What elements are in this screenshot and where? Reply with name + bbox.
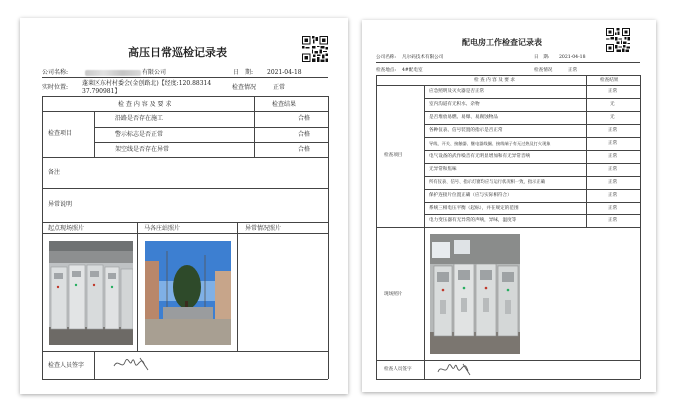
item-8-result: 正常 <box>608 180 618 185</box>
date-value: 2021-04-18 <box>559 55 586 60</box>
qr-code-icon <box>302 36 328 62</box>
location-line-1: 蓬莱区东村村委会(金创路北)【经度:120.88314 <box>82 80 212 87</box>
photo-label-station: 马各庄站照片 <box>144 225 181 232</box>
photo-label-abnormal: 异常情况照片 <box>245 225 282 232</box>
item-11-text: 电力变压器有无异常的声响，异味，温度等 <box>429 218 517 223</box>
patrol-record-sheet <box>20 18 348 394</box>
status-label: 检查情况 <box>232 84 257 91</box>
switchgear-photo <box>49 241 133 345</box>
item-9-text: 保护连接片位置正确（应与实际相符合） <box>429 193 512 198</box>
item-4-result: 正常 <box>608 128 618 133</box>
remark-label: 备注 <box>48 169 61 176</box>
item-3-result: 合格 <box>298 146 311 153</box>
item-2-result: 无 <box>610 102 615 107</box>
company-label: 公司名称: <box>42 69 69 76</box>
inspector-label: 检查人员签字 <box>48 362 85 369</box>
company-value: 凡尔码技术有限公司 <box>402 55 444 60</box>
result-header: 检查结果 <box>600 78 619 83</box>
abnormal-label: 异常说明 <box>48 201 73 208</box>
item-5-text: 导线、开关、接触器、继电器线圈、接线端子有无过热及打火现象 <box>429 141 551 146</box>
result-header: 检查结果 <box>272 101 297 108</box>
location-value: 4#配电室 <box>402 68 423 73</box>
sheet-title: 高压日常巡检记录表 <box>128 46 227 59</box>
item-label: 检查项目 <box>48 130 73 137</box>
item-10-result: 正常 <box>608 206 618 211</box>
item-2-text: 室内沟道有无积水、杂物 <box>429 102 480 107</box>
inspector-label: 检查人员签字 <box>384 367 412 372</box>
location-line-2: 37.790981】 <box>82 88 121 95</box>
date-value: 2021-04-18 <box>267 69 302 76</box>
item-1-result: 合格 <box>298 115 311 122</box>
item-1-result: 正常 <box>608 89 618 94</box>
status-label: 检查情况 <box>534 68 553 73</box>
item-3-result: 无 <box>610 115 615 120</box>
status-value: 正常 <box>568 68 578 73</box>
photo-label: 现场照片 <box>384 292 403 297</box>
item-2-text: 警示标志是否正常 <box>115 131 164 138</box>
item-3-text: 架空线是否存在异常 <box>115 146 170 153</box>
sheet-title: 配电房工作检查记录表 <box>462 38 542 47</box>
item-11-result: 正常 <box>608 218 618 223</box>
item-1-text: 应急照明及灭火器是否正常 <box>429 89 485 94</box>
station-photo <box>145 241 231 345</box>
location-label: 检查地点: <box>376 68 396 73</box>
status-value: 正常 <box>273 84 286 91</box>
distribution-cabinet-photo <box>430 234 520 354</box>
content-header: 检 查 内 容 及 要 求 <box>118 101 172 108</box>
item-1-text: 沿路是否存在施工 <box>115 115 164 122</box>
date-label: 日 期: <box>534 55 550 60</box>
item-5-result: 正常 <box>608 141 618 146</box>
redacted-company-name <box>85 70 141 76</box>
qr-code-icon <box>606 28 630 52</box>
item-2-result: 合格 <box>298 131 311 138</box>
item-label: 检查项目 <box>384 153 403 158</box>
company-label: 公司名称: <box>376 55 396 60</box>
item-7-result: 正常 <box>608 167 618 172</box>
photo-label-start: 起点现场照片 <box>48 225 85 232</box>
item-6-text: 电气设备的武作噪音有无明显增加和有无异常音响 <box>429 154 531 159</box>
distribution-room-sheet <box>362 20 656 392</box>
item-4-text: 各种仪表、信号装置的指示是否正常 <box>429 128 503 133</box>
item-9-result: 正常 <box>608 193 618 198</box>
inspector-signature <box>436 361 474 378</box>
item-7-text: 无异常和焦味 <box>429 167 457 172</box>
location-label: 实时位置: <box>42 84 69 91</box>
content-header: 检 查 内 容 及 要 求 <box>474 78 515 83</box>
date-label: 日 期: <box>233 69 254 76</box>
item-3-text: 是否堆放易燃、易爆、易腐蚀物品 <box>429 115 498 120</box>
item-10-text: 系统三相电压平衡（起标），并在规定的范围 <box>429 206 519 211</box>
item-8-text: 所有仪表、信号、指示灯窗均应与运行状况相一致，指示正确 <box>429 180 546 185</box>
item-6-result: 正常 <box>608 154 618 159</box>
company-suffix: 有限公司 <box>142 69 167 76</box>
inspector-signature <box>112 354 152 374</box>
